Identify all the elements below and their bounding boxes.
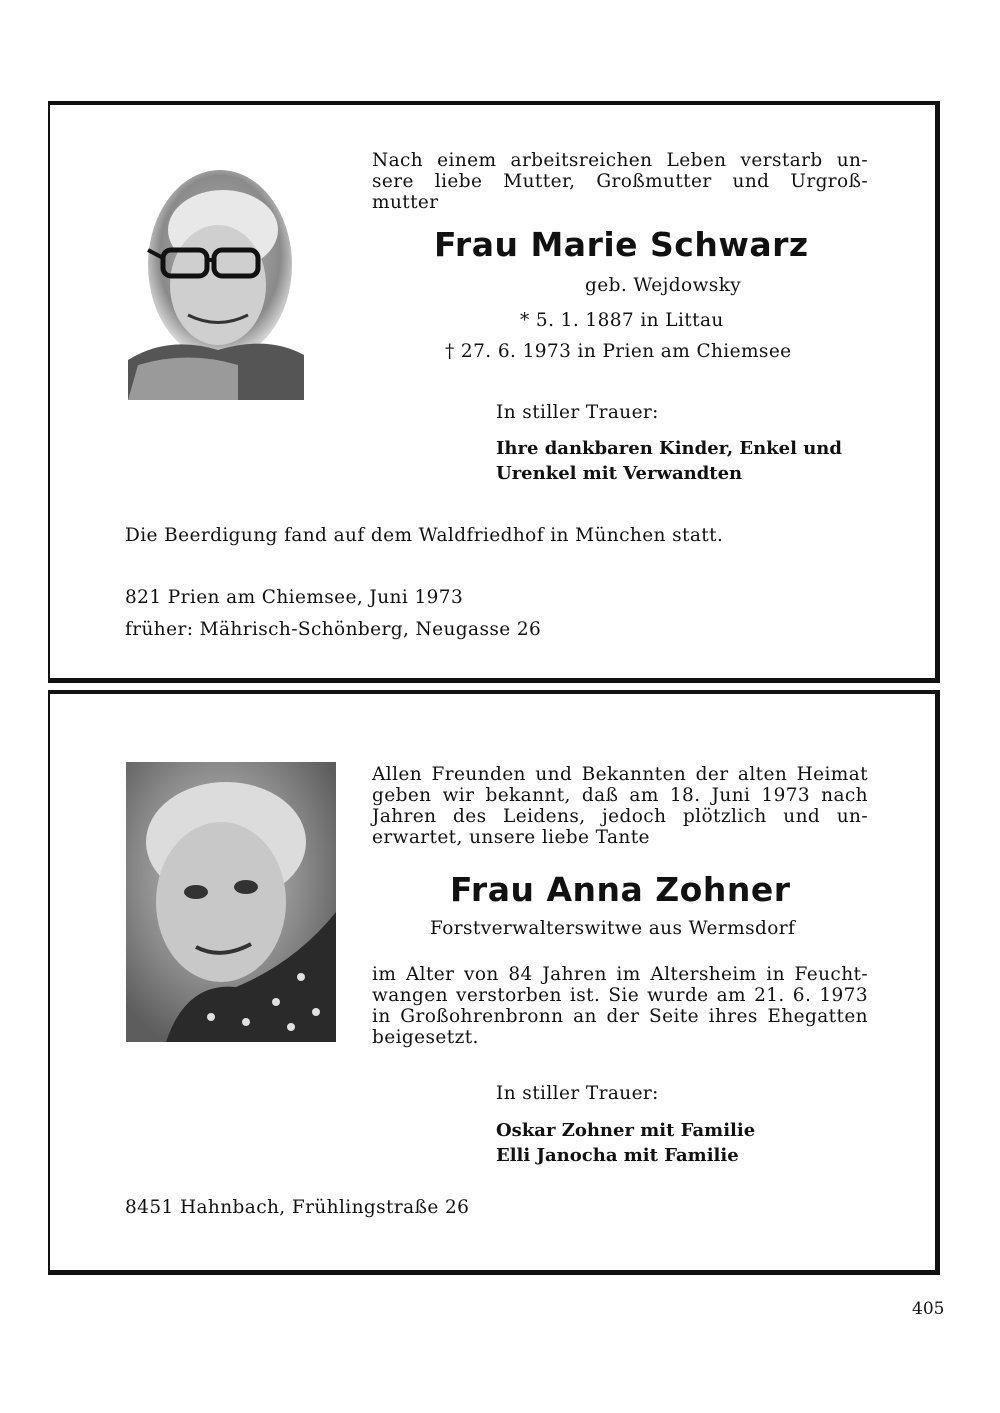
portrait-photo-anna-zohner — [126, 762, 336, 1042]
address: 8451 Hahnbach, Frühlingstraße 26 — [125, 1197, 470, 1218]
funeral-info: Die Beerdigung fand auf dem Waldfriedhof in München statt. — [125, 525, 724, 546]
obituary-notice-schwarz — [48, 101, 940, 683]
deceased-name: Frau Anna Zohner — [450, 870, 791, 909]
detail-text: im Alter von 84 Jahren im Altersheim in Feucht- wangen verstorben ist. Sie wurde am 21. 6. 1973 in Großohrenbronn an der Seite ihres Ehegatten beigesetzt. — [372, 964, 868, 1048]
death-date: † 27. 6. 1973 in Prien am Chiemsee — [445, 341, 792, 362]
maiden-name: geb. Wejdowsky — [585, 275, 742, 296]
mourners: Ihre dankbaren Kinder, Enkel und Urenkel mit Verwandten — [496, 438, 842, 484]
deceased-name: Frau Marie Schwarz — [434, 225, 809, 264]
portrait-photo-marie-schwarz — [128, 150, 304, 400]
intro-text: Allen Freunden und Bekannten der alten Heimat geben wir bekannt, daß am 18. Juni 1973 nach Jahren des Leidens, jedoch plötzlich und un- erwartet, unsere liebe Tante — [372, 764, 868, 848]
page-number: 405 — [912, 1299, 945, 1319]
mourning-label: In stiller Trauer: — [496, 1083, 659, 1104]
obituary-notice-zohner — [48, 690, 940, 1275]
mourners: Oskar Zohner mit Familie Elli Janocha mit Familie — [496, 1120, 756, 1166]
address: 821 Prien am Chiemsee, Juni 1973 — [125, 587, 464, 608]
occupation: Forstverwalterswitwe aus Wermsdorf — [430, 918, 796, 939]
mourning-label: In stiller Trauer: — [496, 402, 659, 423]
former-address: früher: Mährisch-Schönberg, Neugasse 26 — [125, 619, 542, 640]
birth-date: * 5. 1. 1887 in Littau — [520, 310, 724, 331]
intro-text: Nach einem arbeitsreichen Leben verstarb un- sere liebe Mutter, Großmutter und Urgroß- mutter — [372, 150, 868, 213]
